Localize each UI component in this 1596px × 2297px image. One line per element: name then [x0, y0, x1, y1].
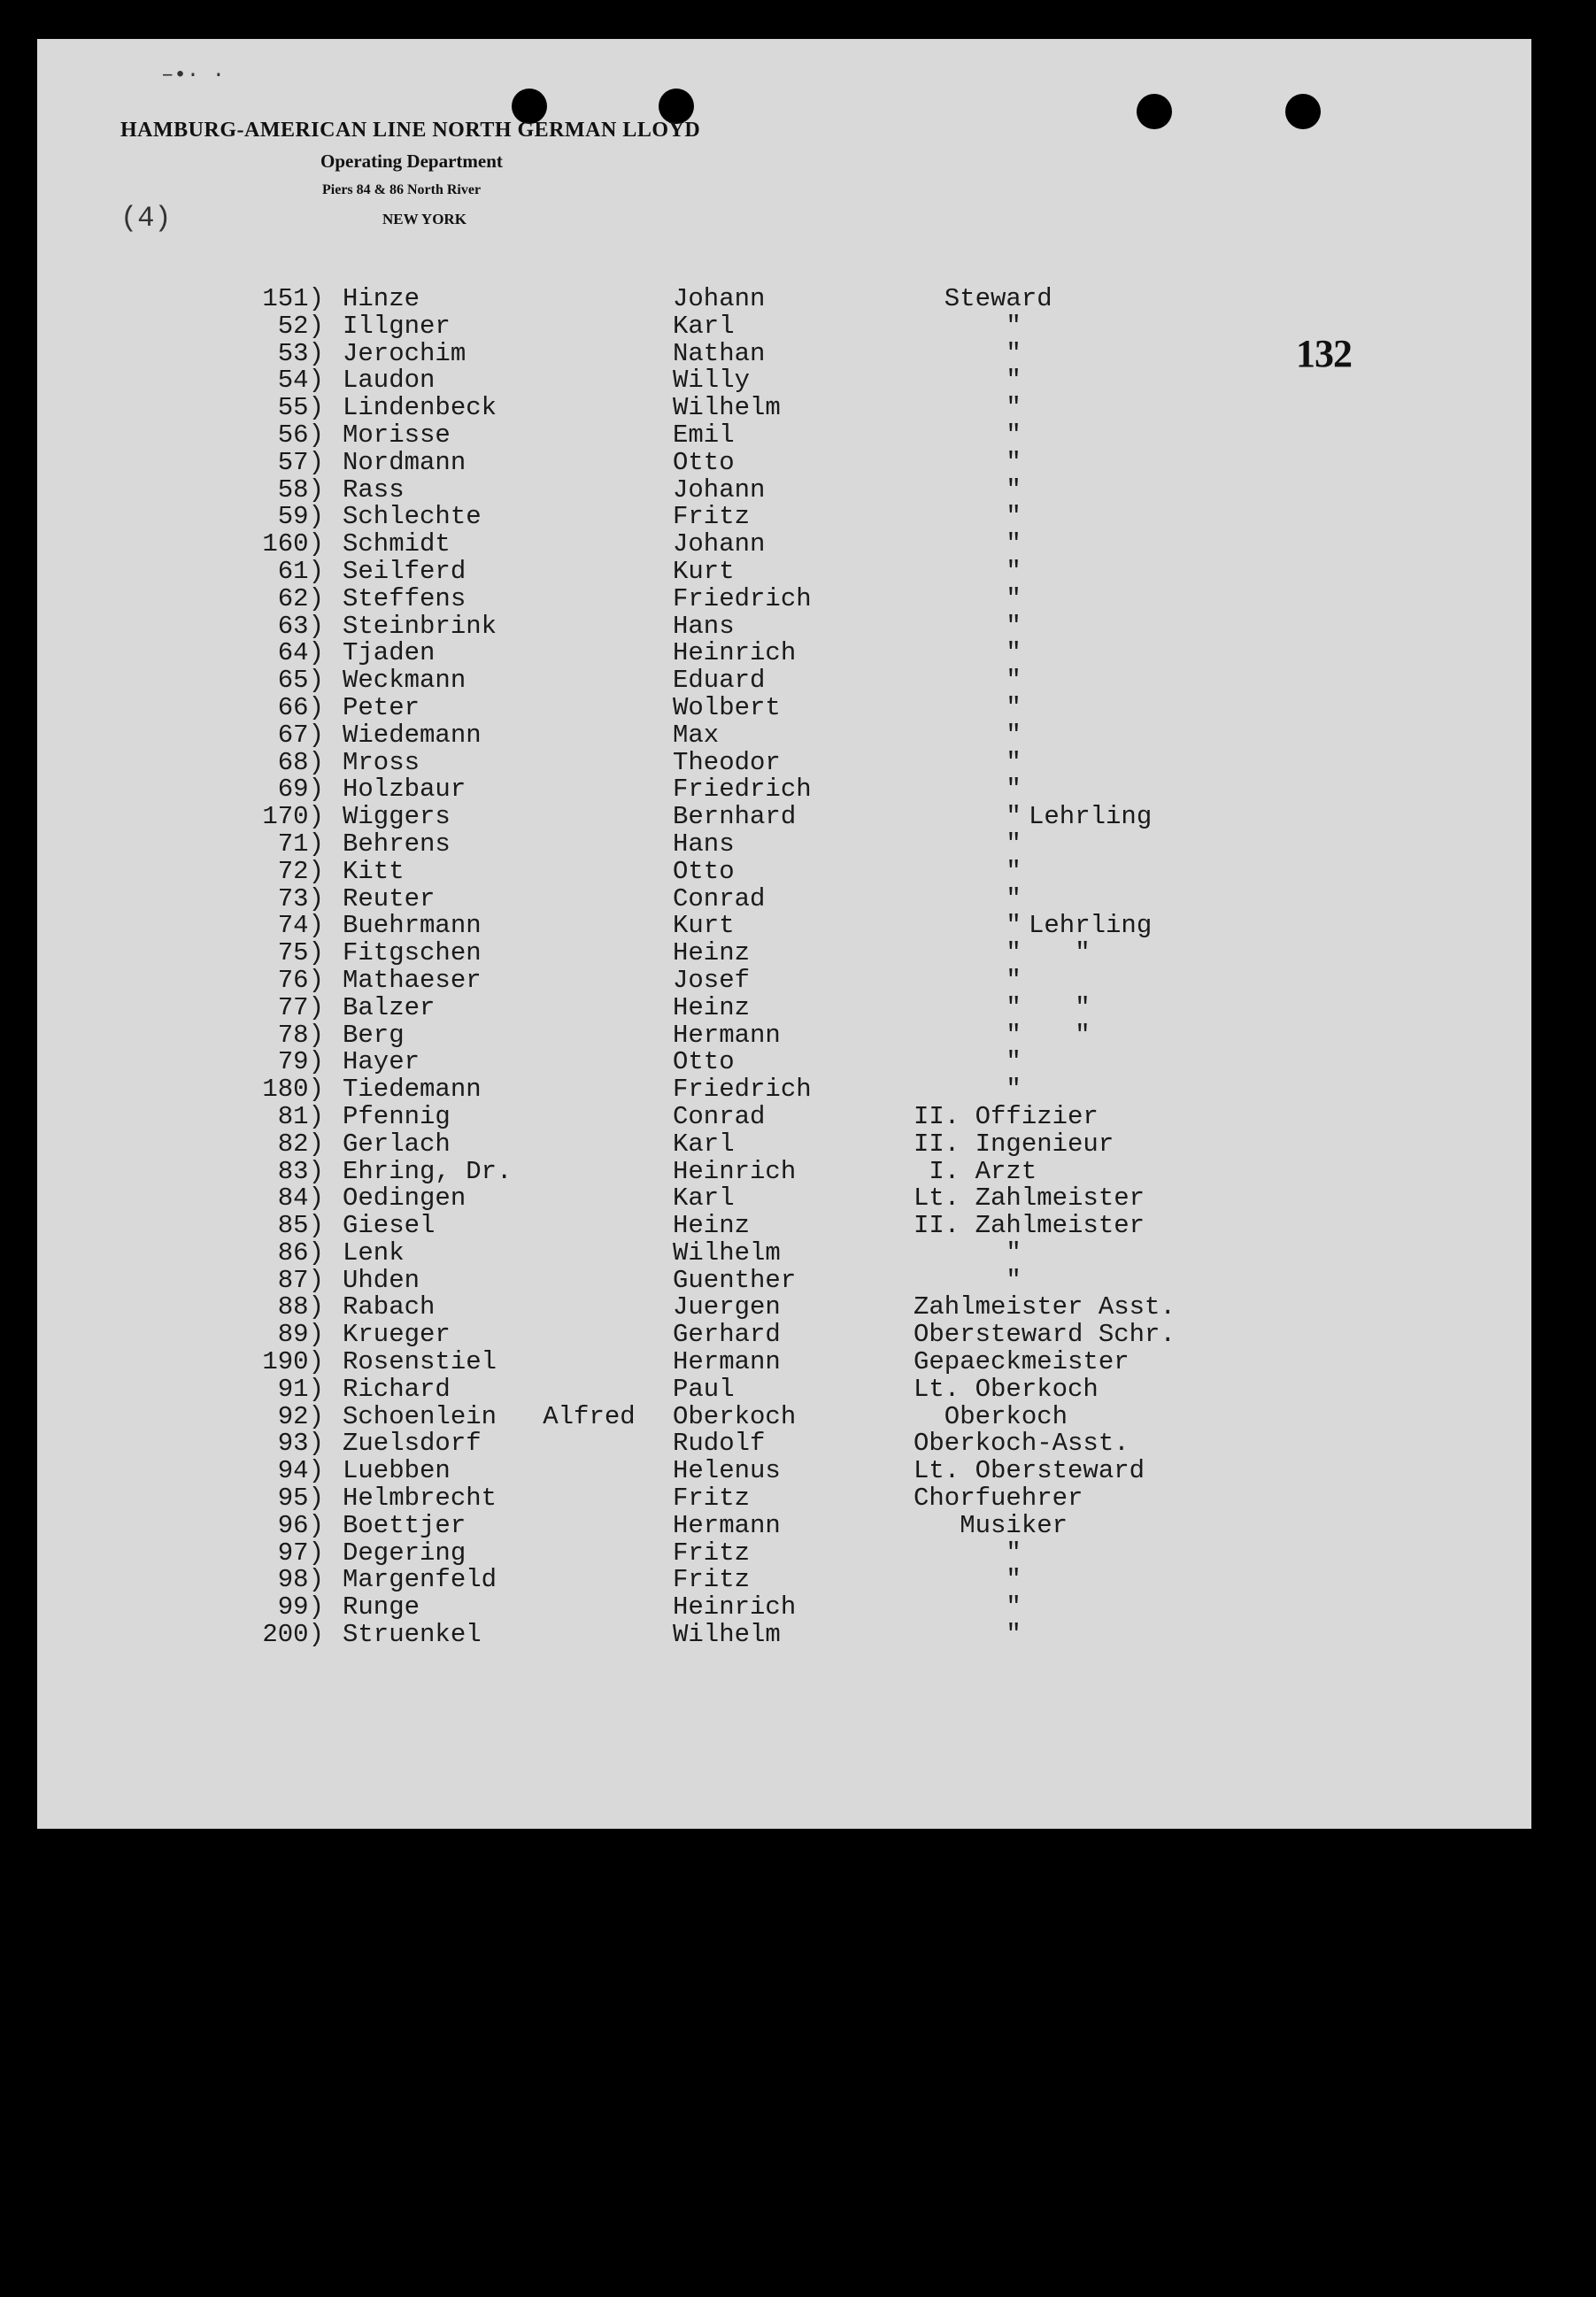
entry-number: 93)	[277, 1429, 324, 1459]
list-item	[37, 638, 1531, 666]
punch-hole-3	[1137, 94, 1172, 129]
surname: Margenfeld	[343, 1565, 497, 1595]
page-reference: (4)	[120, 202, 172, 235]
list-item	[37, 1402, 1531, 1430]
given-name: Gerhard	[673, 1320, 781, 1350]
list-item	[37, 1620, 1531, 1650]
rank: "	[914, 911, 1022, 941]
paper-specks: –•· ·	[161, 64, 226, 88]
given-name: Johann	[673, 529, 766, 559]
entry-number: 95)	[277, 1484, 324, 1514]
list-item	[37, 475, 1531, 503]
list-item	[37, 884, 1531, 912]
given-name: Hans	[673, 829, 735, 859]
surname: Richard	[343, 1374, 451, 1404]
given-name: Heinrich	[673, 1592, 797, 1623]
entry-number: 55)	[277, 393, 324, 423]
given-name: Wilhelm	[673, 393, 781, 423]
list-item	[37, 721, 1531, 748]
entry-number: 67)	[277, 720, 324, 750]
list-item	[37, 1238, 1531, 1266]
surname: Wiggers	[343, 802, 451, 832]
surname: Behrens	[343, 829, 451, 859]
rank: "	[914, 802, 1022, 832]
surname: Tiedemann	[343, 1075, 482, 1105]
entry-number: 91)	[277, 1374, 324, 1404]
surname: Wiedemann	[343, 720, 482, 750]
entry-number: 94)	[277, 1456, 324, 1486]
surname: Illgner	[343, 311, 451, 341]
list-item	[37, 693, 1531, 721]
given-name: Heinz	[673, 938, 751, 968]
surname: Luebben	[343, 1456, 451, 1486]
entry-number: 180)	[262, 1075, 324, 1105]
list-item	[37, 1129, 1531, 1157]
entry-number: 97)	[277, 1538, 324, 1568]
rank: "	[914, 1237, 1022, 1268]
given-name: Conrad	[673, 1101, 766, 1131]
entry-number: 160)	[262, 529, 324, 559]
surname: Krueger	[343, 1320, 451, 1350]
given-name: Heinrich	[673, 638, 797, 668]
entry-number: 53)	[277, 338, 324, 368]
rank: "	[914, 856, 1022, 886]
list-item	[37, 420, 1531, 448]
list-item	[37, 1211, 1531, 1241]
list-item	[37, 1592, 1531, 1623]
surname: Schoenlein Alfred	[343, 1401, 636, 1431]
rank: Zahlmeister Asst.	[914, 1292, 1176, 1322]
list-item	[37, 1292, 1531, 1320]
rank: "	[914, 1565, 1022, 1595]
rank: "	[914, 611, 1022, 641]
list-item	[37, 1565, 1531, 1595]
entry-number: 72)	[277, 856, 324, 886]
rank: "	[914, 692, 1022, 722]
entry-number: 57)	[277, 447, 324, 477]
entry-number: 96)	[277, 1510, 324, 1540]
entry-number: 74)	[277, 911, 324, 941]
surname: Tjaden	[343, 638, 436, 668]
surname: Lenk	[343, 1237, 405, 1268]
given-name: Paul	[673, 1374, 735, 1404]
surname: Peter	[343, 692, 420, 722]
given-name: Johann	[673, 474, 766, 505]
list-item	[37, 366, 1531, 396]
rank: "	[914, 1592, 1022, 1623]
entry-number: 200)	[262, 1620, 324, 1650]
entry-number: 71)	[277, 829, 324, 859]
entry-number: 81)	[277, 1101, 324, 1131]
list-item	[37, 966, 1531, 993]
rank: "	[914, 583, 1022, 613]
letterhead-company: HAMBURG-AMERICAN LINE NORTH GERMAN LLOYD	[120, 119, 701, 142]
rank: "	[914, 829, 1022, 859]
entry-number: 66)	[277, 692, 324, 722]
given-name: Wilhelm	[673, 1620, 781, 1650]
list-item	[37, 938, 1531, 966]
surname: Fitgschen	[343, 938, 482, 968]
entry-number: 52)	[277, 311, 324, 341]
given-name: Wolbert	[673, 692, 781, 722]
entry-number: 56)	[277, 420, 324, 450]
list-item	[37, 1538, 1531, 1566]
list-item	[37, 502, 1531, 532]
entry-number: 86)	[277, 1237, 324, 1268]
rank: "	[914, 720, 1022, 750]
rank: "	[914, 556, 1022, 586]
given-name: Willy	[673, 366, 751, 396]
entry-number: 65)	[277, 666, 324, 696]
entry-number: 69)	[277, 775, 324, 805]
entry-number: 64)	[277, 638, 324, 668]
rank: "	[914, 447, 1022, 477]
list-item	[37, 529, 1531, 557]
surname: Rass	[343, 474, 405, 505]
given-name: Johann	[673, 284, 766, 313]
list-item	[37, 557, 1531, 584]
rank: Oberkoch-Asst.	[914, 1429, 1130, 1459]
rank: "	[914, 775, 1022, 805]
surname: Hinze	[343, 284, 420, 313]
given-name: Bernhard	[673, 802, 797, 832]
surname: Steffens	[343, 583, 466, 613]
entry-number: 85)	[277, 1211, 324, 1241]
entry-number: 61)	[277, 556, 324, 586]
rank: Gepaeckmeister	[914, 1347, 1130, 1377]
list-item	[37, 1375, 1531, 1402]
surname: Lindenbeck	[343, 393, 497, 423]
document-page	[37, 39, 1531, 1829]
given-name: Otto	[673, 447, 735, 477]
surname: Pfennig	[343, 1101, 451, 1131]
list-item	[37, 1347, 1531, 1375]
note: "	[1029, 938, 1091, 968]
entry-number: 84)	[277, 1183, 324, 1214]
rank: "	[914, 747, 1022, 777]
given-name: Otto	[673, 856, 735, 886]
entry-number: 190)	[262, 1347, 324, 1377]
rank: "	[914, 1047, 1022, 1077]
surname: Nordmann	[343, 447, 466, 477]
surname: Schlechte	[343, 502, 482, 532]
list-item	[37, 1484, 1531, 1514]
entry-number: 68)	[277, 747, 324, 777]
rank: I. Arzt	[914, 1156, 1037, 1186]
given-name: Friedrich	[673, 775, 812, 805]
list-item	[37, 1183, 1531, 1214]
entry-number: 78)	[277, 1020, 324, 1050]
rank: "	[914, 638, 1022, 668]
given-name: Kurt	[673, 556, 735, 586]
rank: "	[914, 311, 1022, 341]
entry-number: 99)	[277, 1592, 324, 1623]
list-item	[37, 829, 1531, 857]
surname: Giesel	[343, 1211, 436, 1241]
surname: Balzer	[343, 992, 436, 1022]
rank: Obersteward Schr.	[914, 1320, 1176, 1350]
rank: "	[914, 529, 1022, 559]
list-item	[37, 1075, 1531, 1105]
surname: Mross	[343, 747, 420, 777]
surname: Jerochim	[343, 338, 466, 368]
rank: Lt. Obersteward	[914, 1456, 1145, 1486]
list-item	[37, 857, 1531, 884]
surname: Weckmann	[343, 666, 466, 696]
page-number: 132	[1296, 332, 1352, 375]
entry-number: 92)	[277, 1401, 324, 1431]
rank: II. Ingenieur	[914, 1129, 1114, 1159]
entry-number: 54)	[277, 366, 324, 396]
entry-number: 73)	[277, 883, 324, 913]
surname: Schmidt	[343, 529, 451, 559]
rank: Musiker	[914, 1510, 1068, 1540]
entry-number: 75)	[277, 938, 324, 968]
list-item	[37, 1047, 1531, 1075]
rank: Lt. Oberkoch	[914, 1374, 1099, 1404]
entry-number: 58)	[277, 474, 324, 505]
surname: Steinbrink	[343, 611, 497, 641]
surname: Hayer	[343, 1047, 420, 1077]
list-item	[37, 1429, 1531, 1459]
list-item	[37, 284, 1531, 312]
entry-number: 62)	[277, 583, 324, 613]
given-name: Heinz	[673, 1211, 751, 1241]
rank: "	[914, 366, 1022, 396]
surname: Holzbaur	[343, 775, 466, 805]
surname: Laudon	[343, 366, 436, 396]
surname: Kitt	[343, 856, 405, 886]
rank: "	[914, 393, 1022, 423]
given-name: Karl	[673, 1183, 735, 1214]
list-item	[37, 802, 1531, 832]
surname: Struenkel	[343, 1620, 482, 1650]
list-item	[37, 1266, 1531, 1293]
list-item	[37, 993, 1531, 1021]
given-name: Josef	[673, 965, 751, 995]
rank: "	[914, 1020, 1022, 1050]
rank: "	[914, 1620, 1022, 1650]
given-name: Hermann	[673, 1510, 781, 1540]
rank: "	[914, 502, 1022, 532]
surname: Gerlach	[343, 1129, 451, 1159]
entry-number: 88)	[277, 1292, 324, 1322]
entry-number: 79)	[277, 1047, 324, 1077]
surname: Helmbrecht	[343, 1484, 497, 1514]
entry-number: 82)	[277, 1129, 324, 1159]
given-name: Hans	[673, 611, 735, 641]
note: "	[1029, 1020, 1091, 1050]
letterhead-address: Piers 84 & 86 North River	[322, 182, 482, 197]
list-item	[37, 393, 1531, 423]
surname: Berg	[343, 1020, 405, 1050]
list-item	[37, 1456, 1531, 1484]
list-item	[37, 1511, 1531, 1538]
surname: Rosenstiel	[343, 1347, 497, 1377]
entry-number: 59)	[277, 502, 324, 532]
rank: "	[914, 1075, 1022, 1105]
list-item	[37, 1157, 1531, 1184]
given-name: Fritz	[673, 1484, 751, 1514]
rank: Steward	[914, 284, 1052, 313]
list-item	[37, 612, 1531, 639]
rank: Chorfuehrer	[914, 1484, 1083, 1514]
given-name: Oberkoch	[673, 1401, 797, 1431]
surname: Rabach	[343, 1292, 436, 1322]
given-name: Guenther	[673, 1265, 797, 1295]
rank: II. Zahlmeister	[914, 1211, 1145, 1241]
crew-list	[37, 284, 1531, 1650]
entry-number: 87)	[277, 1265, 324, 1295]
letterhead-department: Operating Department	[320, 150, 503, 172]
surname: Oedingen	[343, 1183, 466, 1214]
rank: "	[914, 1265, 1022, 1295]
given-name: Nathan	[673, 338, 766, 368]
given-name: Heinz	[673, 992, 751, 1022]
given-name: Eduard	[673, 666, 766, 696]
rank: II. Offizier	[914, 1101, 1099, 1131]
given-name: Helenus	[673, 1456, 781, 1486]
note: "	[1029, 992, 1091, 1022]
list-item	[37, 584, 1531, 612]
given-name: Hermann	[673, 1020, 781, 1050]
entry-number: 76)	[277, 965, 324, 995]
surname: Seilferd	[343, 556, 466, 586]
punch-hole-4	[1285, 94, 1321, 129]
given-name: Rudolf	[673, 1429, 766, 1459]
rank: Oberkoch	[914, 1401, 1068, 1431]
surname: Mathaeser	[343, 965, 482, 995]
note: Lehrling	[1029, 911, 1153, 941]
surname: Boettjer	[343, 1510, 466, 1540]
list-item	[37, 911, 1531, 941]
list-item	[37, 1102, 1531, 1129]
given-name: Conrad	[673, 883, 766, 913]
rank: "	[914, 965, 1022, 995]
given-name: Kurt	[673, 911, 735, 941]
surname: Ehring, Dr.	[343, 1156, 513, 1186]
letterhead-city: NEW YORK	[382, 211, 466, 227]
rank: "	[914, 883, 1022, 913]
entry-number: 83)	[277, 1156, 324, 1186]
rank: "	[914, 420, 1022, 450]
list-item	[37, 775, 1531, 805]
rank: "	[914, 1538, 1022, 1568]
given-name: Hermann	[673, 1347, 781, 1377]
given-name: Theodor	[673, 747, 781, 777]
rank: "	[914, 338, 1022, 368]
entry-number: 77)	[277, 992, 324, 1022]
surname: Buehrmann	[343, 911, 482, 941]
rank: Lt. Zahlmeister	[914, 1183, 1145, 1214]
list-item	[37, 748, 1531, 775]
surname: Morisse	[343, 420, 451, 450]
given-name: Fritz	[673, 502, 751, 532]
given-name: Otto	[673, 1047, 735, 1077]
given-name: Friedrich	[673, 583, 812, 613]
list-item	[37, 1320, 1531, 1350]
entry-number: 151)	[262, 284, 324, 313]
entry-number: 170)	[262, 802, 324, 832]
surname: Degering	[343, 1538, 466, 1568]
given-name: Max	[673, 720, 720, 750]
entry-number: 98)	[277, 1565, 324, 1595]
rank: "	[914, 666, 1022, 696]
surname: Reuter	[343, 883, 436, 913]
rank: "	[914, 474, 1022, 505]
entry-number: 89)	[277, 1320, 324, 1350]
entry-number: 63)	[277, 611, 324, 641]
given-name: Juergen	[673, 1292, 781, 1322]
surname: Zuelsdorf	[343, 1429, 482, 1459]
given-name: Emil	[673, 420, 735, 450]
list-item	[37, 339, 1531, 366]
list-item	[37, 666, 1531, 696]
given-name: Karl	[673, 1129, 735, 1159]
list-item	[37, 448, 1531, 475]
surname: Runge	[343, 1592, 420, 1623]
given-name: Heinrich	[673, 1156, 797, 1186]
given-name: Fritz	[673, 1538, 751, 1568]
given-name: Karl	[673, 311, 735, 341]
list-item	[37, 1021, 1531, 1048]
rank: "	[914, 992, 1022, 1022]
surname: Uhden	[343, 1265, 420, 1295]
given-name: Wilhelm	[673, 1237, 781, 1268]
list-item	[37, 312, 1531, 339]
note: Lehrling	[1029, 802, 1153, 832]
given-name: Friedrich	[673, 1075, 812, 1105]
given-name: Fritz	[673, 1565, 751, 1595]
rank: "	[914, 938, 1022, 968]
